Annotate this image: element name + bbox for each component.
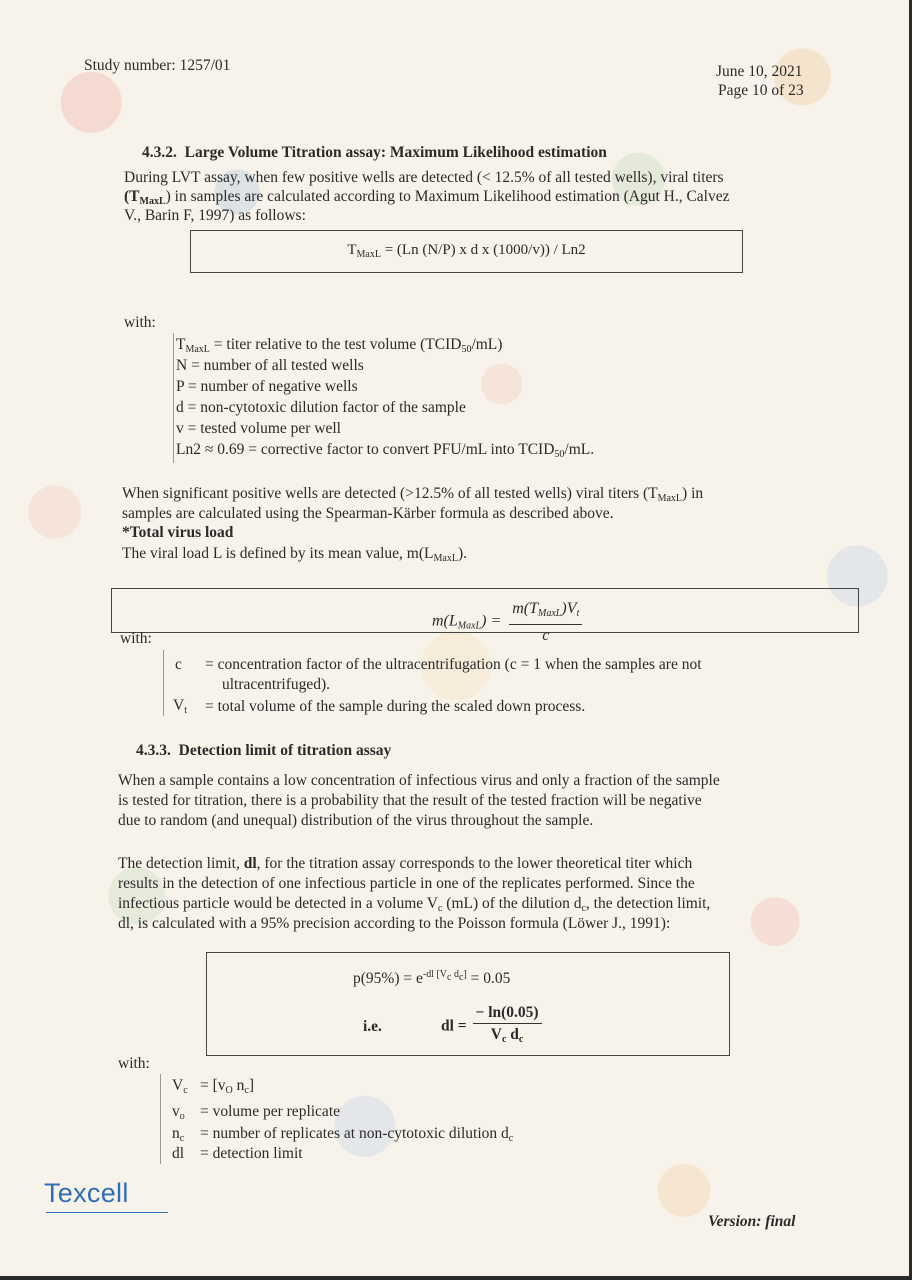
formula-dl: dl = $\frac{- \ln(0.05)}{V_c d_c}$ — [441, 1003, 542, 1049]
s433-para1-line-1: When a sample contains a low concentration of infectious virus and only a fraction of the sample — [118, 772, 720, 789]
def-tmaxl: $T_{MaxL}$ = titer relative to the test volume $(TCID_{50}/mL)$ — [176, 336, 503, 355]
dl-symbol: dl — [172, 1145, 185, 1162]
s433-para1-line-3: due to random (and unequal) distribution of the virus throughout the sample. — [118, 812, 594, 829]
def-p: P = number of negative wells — [176, 378, 358, 395]
intro-line-2: $(T_{MaxL})$ in samples are calculated according to Maximum Likelihood estimation (Agut H., Calvez — [124, 188, 730, 207]
s433-para2-line-1: The detection limit, dl, for the titration assay corresponds to the lower theoretical titer which — [118, 855, 693, 872]
with-label: with: — [124, 314, 156, 331]
c-definition-line-2: ultracentrifuged). — [222, 676, 331, 693]
nc-symbol: $n_c$ — [172, 1125, 185, 1144]
nc-definition: = number of replicates at non-cytotoxic dilution $d_c$ — [200, 1125, 514, 1144]
texcell-logo: Texcell — [44, 1178, 129, 1208]
formula-box-detection-limit — [206, 952, 730, 1056]
vo-definition: = volume per replicate — [200, 1103, 340, 1120]
s433-para2-line-2: results in the detection of one infectious particle in one of the replicates performed. Since the — [118, 875, 695, 892]
vo-symbol: $v_o$ — [172, 1103, 185, 1122]
s433-para2-line-4: dl, is calculated with a 95% precision according to the Poisson formula (Löwer J., 1991): — [118, 915, 671, 932]
definition-bar-3 — [160, 1074, 161, 1164]
c-symbol: c — [175, 656, 182, 673]
c-definition-line-1: = concentration factor of the ultracentrifugation (c = 1 when the samples are not — [205, 656, 702, 673]
section-432-heading — [142, 143, 607, 162]
vt-definition: = total volume of the sample during the scaled down process. — [205, 698, 586, 715]
section-number: 4.3.2. — [142, 144, 177, 161]
formula-box-maxl — [190, 230, 743, 273]
logo-underline — [46, 1212, 168, 1213]
formula-viral-load: $m(L_{MaxL})$ = $\frac{m(T_{MaxL})V_t}{c}$ — [432, 599, 582, 645]
para2-line-1: When significant positive wells are detected (>12.5% of all tested wells) viral titers $(T_{MaxL})$ in — [122, 485, 704, 504]
page-edge-bottom — [0, 1276, 912, 1280]
section-433-heading: 4.3.3. Detection limit of titration assay — [136, 742, 392, 759]
intro-line-3: V., Barin F, 1997) as follows: — [124, 207, 306, 224]
version-label: Version: final — [708, 1213, 796, 1230]
formula-poisson: $p(95\%) = e^{-dl [V_c d_c]} = 0.05$ — [353, 969, 511, 987]
ie-label: i.e. — [363, 1018, 382, 1035]
s433-para2-line-3: infectious particle would be detected in a volume $V_c$ (mL) of the dilution $d_c$, the detection limit, — [118, 895, 711, 914]
s433-para1-line-2: is tested for titration, there is a probability that the result of the tested fraction will be negative — [118, 792, 702, 809]
def-n: N = number of all tested wells — [176, 357, 364, 374]
def-d: d = non-cytotoxic dilution factor of the sample — [176, 399, 466, 416]
with-label-3: with: — [118, 1055, 150, 1072]
definition-bar-2 — [163, 650, 164, 716]
def-ln2: Ln2 ≈ 0.69 = corrective factor to convert PFU/mL into $TCID_{50}/mL$. — [176, 441, 595, 460]
total-virus-load-heading: *Total virus load — [122, 524, 234, 541]
def-v: v = tested volume per well — [176, 420, 341, 437]
vc-symbol: $V_c$ — [172, 1077, 188, 1096]
section-title: Large Volume Titration assay: Maximum Likelihood estimation — [184, 144, 607, 161]
with-label-2: with: — [120, 630, 152, 647]
para2-line-2: samples are calculated using the Spearman-Kärber formula as described above. — [122, 505, 614, 522]
vc-definition: = [$v_O$ $n_c$] — [200, 1077, 255, 1096]
definition-bar — [173, 333, 174, 463]
header-date: June 10, 2021 — [716, 63, 803, 80]
dl-definition: = detection limit — [200, 1145, 303, 1162]
intro-line-1: During LVT assay, when few positive wells are detected (< 12.5% of all tested wells), viral titers — [124, 169, 724, 186]
formula-maxl: $T_{MaxL} = (Ln$ (N/P) x d x (1000/v)) / Ln2 — [347, 242, 586, 260]
page-number: Page 10 of 23 — [718, 82, 804, 99]
vt-symbol: $V_t$ — [173, 697, 187, 716]
study-number: Study number: 1257/01 — [84, 57, 231, 74]
viral-load-text: The viral load L is defined by its mean value, $m(L_{MaxL})$. — [122, 545, 467, 564]
